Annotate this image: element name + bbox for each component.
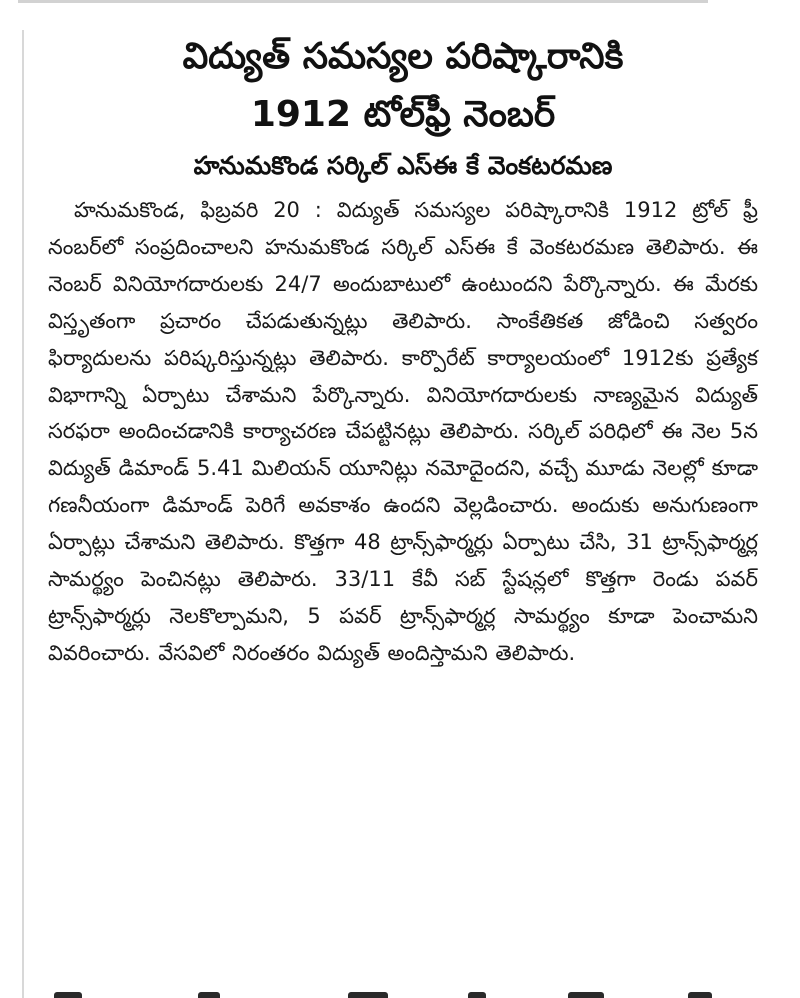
cropped-next-line (48, 990, 748, 998)
subheadline: హనుమకొండ సర్కిల్ ఎస్ఈ కే వెంకటరమణ (193, 151, 613, 180)
column-divider (22, 30, 24, 998)
headline (48, 28, 758, 144)
headline-line-1: విద్యుత్ సమస్యల పరిష్కారానికి (182, 36, 624, 77)
headline-line-2: 1912 టోల్‌ఫ్రీ నెంబర్ (250, 94, 556, 135)
article-body: హనుమకొండ, ఫిబ్రవరి 20 : విద్యుత్ సమస్యల పరిష్కారానికి 1912 ట్రోల్ ఫ్రీ నంబర్‌లో సంప్రదించాలని హనుమకొండ సర్కిల్ ఎస్ఈ కే వెంకటరమణ తెలిపారు. ఈ నెంబర్ వినియోగదారులకు 24/7 అందుబాటులో ఉంటుందని పేర్కొన్నారు. ఈ మేరకు విస్తృతంగా ప్రచారం చేపడుతున్నట్లు తెలిపారు. సాంకేతికత జోడించి సత్వరం ఫిర్యాదులను పరిష్కరిస్తున్నట్లు తెలిపారు. కార్పొరేట్ కార్యాలయంలో 1912కు ప్రత్యేక విభాగాన్ని ఏర్పాటు చేశామని పేర్కొన్నారు. వినియోగదారులకు నాణ్యమైన విద్యుత్ సరఫరా అందించడానికి కార్యాచరణ చేపట్టినట్లు తెలిపారు. సర్కిల్ పరిధిలో ఈ నెల 5న విద్యుత్ డిమాండ్ 5.41 మిలియన్ యూనిట్లు నమోదైందని, వచ్చే మూడు నెలల్లో కూడా గణనీయంగా డిమాండ్ పెరిగే అవకాశం ఉందని వెల్లడించారు. అందుకు అనుగుణంగా ఏర్పాట్లు చేశామని తెలిపారు. కొత్తగా 48 ట్రాన్స్‌ఫార్మర్లు ఏర్పాటు చేసి, 31 ట్రాన్స్‌ఫార్మర్ల సామర్థ్యం పెంచినట్లు తెలిపారు. 33/11 కేవీ సబ్ స్టేషన్లలో కొత్తగా రెండు పవర్ ట్రాన్స్‌ఫార్మర్లు నెలకొల్పామని, 5 పవర్ ట్రాన్స్‌ఫార్మర్ల సామర్థ్యం కూడా పెంచామని వివరించారు. వేసవిలో నిరంతరం విద్యుత్ అందిస్తామని తెలిపారు. (48, 198, 758, 665)
news-article (48, 28, 758, 672)
top-divider (18, 0, 708, 3)
